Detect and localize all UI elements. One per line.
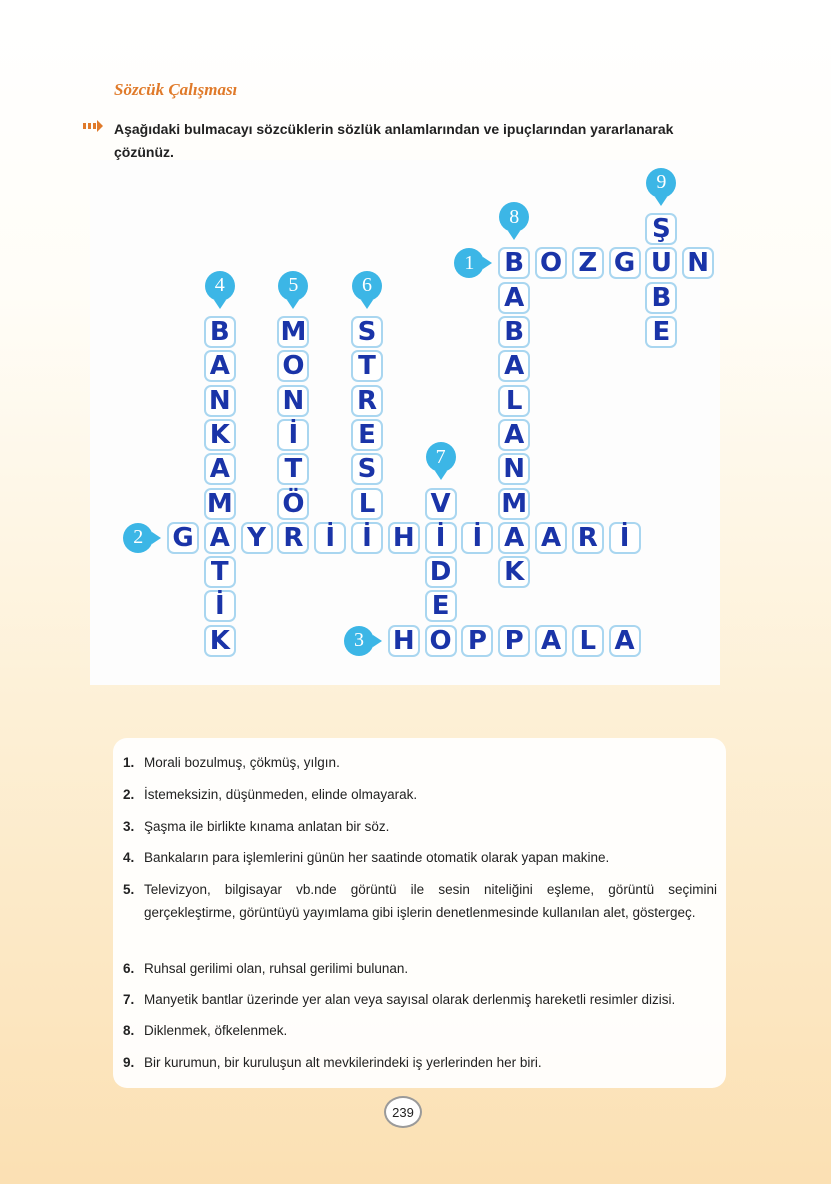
- crossword-cell: Ö: [277, 488, 309, 520]
- clue-marker-1: 1: [454, 248, 484, 278]
- clue-text: İstemeksizin, düşünmeden, elinde olmayarak.: [144, 787, 418, 802]
- clue-marker-7: 7: [426, 442, 456, 472]
- crossword-cell: A: [535, 625, 567, 657]
- crossword-cell: S: [351, 453, 383, 485]
- clue-item: [123, 846, 717, 869]
- crossword-cell: N: [682, 247, 714, 279]
- clue-text: Şaşma ile birlikte kınama anlatan bir söz.: [144, 819, 390, 834]
- crossword-cell: A: [609, 625, 641, 657]
- instruction-text: Aşağıdaki bulmacayı sözcüklerin sözlük anlamlarından ve ipuçlarından yararlanarak çözünüz.: [114, 121, 674, 160]
- clue-item: [123, 878, 717, 924]
- crossword-cell: N: [204, 385, 236, 417]
- crossword-cell: İ: [609, 522, 641, 554]
- crossword-cell: İ: [351, 522, 383, 554]
- clue-item: [123, 815, 717, 838]
- crossword-cell: Ş: [645, 213, 677, 245]
- crossword-cell: Y: [241, 522, 273, 554]
- clue-marker-3: 3: [344, 626, 374, 656]
- crossword-cell: İ: [461, 522, 493, 554]
- crossword-cell: M: [498, 488, 530, 520]
- section-title: Sözcük Çalışması: [114, 80, 238, 99]
- clue-marker-9: 9: [646, 168, 676, 198]
- crossword-cell: A: [204, 453, 236, 485]
- clue-number: 5.: [123, 882, 135, 897]
- crossword-cell: A: [498, 419, 530, 451]
- crossword-cell: A: [204, 350, 236, 382]
- crossword-cell: P: [461, 625, 493, 657]
- clue-item: [123, 751, 717, 774]
- clue-number: 4.: [123, 850, 135, 865]
- clue-number: 2.: [123, 787, 135, 802]
- crossword-cell: H: [388, 522, 420, 554]
- crossword-cell: N: [498, 453, 530, 485]
- crossword-cell: L: [572, 625, 604, 657]
- crossword-cell: B: [498, 316, 530, 348]
- crossword-cell: P: [498, 625, 530, 657]
- clue-text: Morali bozulmuş, çökmüş, yılgın.: [144, 755, 340, 770]
- clue-number: 3.: [123, 819, 135, 834]
- crossword-cell: O: [535, 247, 567, 279]
- crossword-cell: İ: [277, 419, 309, 451]
- crossword-cell: G: [609, 247, 641, 279]
- crossword-cell: N: [277, 385, 309, 417]
- clue-marker-4: 4: [205, 271, 235, 301]
- crossword-cell: E: [351, 419, 383, 451]
- crossword-cell: O: [425, 625, 457, 657]
- crossword-cell: T: [351, 350, 383, 382]
- crossword-cell: Z: [572, 247, 604, 279]
- crossword-cell: R: [277, 522, 309, 554]
- crossword-cell: M: [204, 488, 236, 520]
- clue-marker-8: 8: [499, 202, 529, 232]
- crossword-cell: M: [277, 316, 309, 348]
- clue-number: 6.: [123, 961, 135, 976]
- clue-text: Ruhsal gerilimi olan, ruhsal gerilimi bulunan.: [144, 961, 409, 976]
- crossword-cell: V: [425, 488, 457, 520]
- crossword-cell: B: [645, 282, 677, 314]
- clue-box: [113, 738, 726, 1088]
- clue-item: [123, 1019, 717, 1042]
- crossword-cell: U: [645, 247, 677, 279]
- crossword-cell: G: [167, 522, 199, 554]
- page-number: 239: [384, 1096, 422, 1128]
- crossword-cell: R: [351, 385, 383, 417]
- clue-number: 1.: [123, 755, 135, 770]
- crossword-cell: A: [204, 522, 236, 554]
- crossword-cell: R: [572, 522, 604, 554]
- clue-item: [123, 783, 717, 806]
- clue-text: Manyetik bantlar üzerinde yer alan veya sayısal olarak derlenmiş hareketli resimler dizisi.: [144, 992, 676, 1007]
- crossword-cell: İ: [204, 590, 236, 622]
- clue-text: Bir kurumun, bir kuruluşun alt mevkilerindeki iş yerlerinden her biri.: [144, 1055, 542, 1070]
- crossword-cell: A: [498, 522, 530, 554]
- clue-marker-6: 6: [352, 271, 382, 301]
- crossword-cell: K: [204, 625, 236, 657]
- crossword-cell: E: [425, 590, 457, 622]
- crossword-cell: K: [498, 556, 530, 588]
- crossword-area: [90, 160, 720, 685]
- crossword-cell: T: [204, 556, 236, 588]
- clue-marker-5: 5: [278, 271, 308, 301]
- clue-item: [123, 988, 717, 1011]
- crossword-cell: L: [351, 488, 383, 520]
- crossword-cell: A: [535, 522, 567, 554]
- crossword-cell: İ: [425, 522, 457, 554]
- crossword-cell: A: [498, 350, 530, 382]
- clue-text: Televizyon, bilgisayar vb.nde görüntü ile sesin niteliğini eşleme, görüntü seçimini gerçekleştirme, görüntüyü yayımlama gibi işlerin denetlenmesinde kullanılan alet, göstergeç.: [144, 882, 717, 920]
- clue-item: [123, 957, 717, 980]
- clue-number: 7.: [123, 992, 135, 1007]
- clue-text: Diklenmek, öfkelenmek.: [144, 1023, 288, 1038]
- arrow-icon: [83, 120, 103, 132]
- crossword-cell: A: [498, 282, 530, 314]
- crossword-cell: S: [351, 316, 383, 348]
- crossword-cell: L: [498, 385, 530, 417]
- crossword-cell: K: [204, 419, 236, 451]
- crossword-cell: İ: [314, 522, 346, 554]
- clue-number: 9.: [123, 1055, 135, 1070]
- crossword-cell: D: [425, 556, 457, 588]
- clue-text: Bankaların para işlemlerini günün her saatinde otomatik olarak yapan makine.: [144, 850, 610, 865]
- crossword-cell: B: [204, 316, 236, 348]
- crossword-cell: T: [277, 453, 309, 485]
- crossword-cell: H: [388, 625, 420, 657]
- clue-item: [123, 1051, 717, 1074]
- crossword-cell: E: [645, 316, 677, 348]
- crossword-cell: B: [498, 247, 530, 279]
- clue-number: 8.: [123, 1023, 135, 1038]
- clue-marker-2: 2: [123, 523, 153, 553]
- crossword-cell: O: [277, 350, 309, 382]
